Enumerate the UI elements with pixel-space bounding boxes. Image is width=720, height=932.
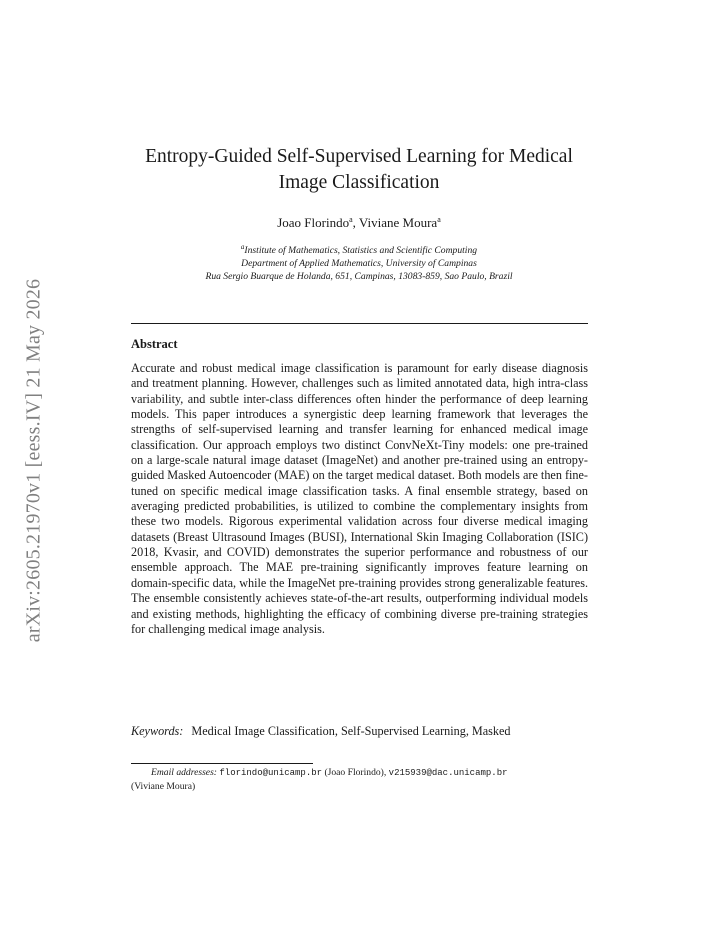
- keywords-text: Medical Image Classification, Self-Supervised Learning, Masked: [191, 724, 511, 738]
- author-name: Joao Florindo: [277, 215, 350, 230]
- affiliation-block: [100, 241, 618, 283]
- affiliation-line: $^a$Institute of Mathematics, Statistics and Scientific Computing: [240, 243, 478, 256]
- affiliation-mark: a: [240, 243, 245, 251]
- author-list: Joao Florindo$^a$, Viviane Moura$^a$: [277, 215, 441, 230]
- keywords-line: [131, 724, 591, 739]
- abstract-top-rule: [131, 323, 588, 324]
- email-link[interactable]: v215939@dac.unicamp.br: [388, 768, 508, 778]
- affiliation-line: Rua Sergio Buarque de Holanda, 651, Campinas, 13083-859, Sao Paulo, Brazil: [205, 271, 513, 282]
- author-affiliation-mark: a: [349, 215, 353, 224]
- email-label: Email addresses:: [151, 767, 217, 778]
- email-link[interactable]: florindo@unicamp.br: [219, 768, 323, 778]
- affiliation-line: Department of Applied Mathematics, University of Campinas: [241, 258, 477, 269]
- author-name: Viviane Moura: [358, 215, 438, 230]
- abstract-heading: Abstract: [131, 337, 178, 351]
- abstract-text: Accurate and robust medical image classification is paramount for early disease diagnosis and treatment planning. However, challenges such as limited annotated data, high intra-class variability, and subtle inter-class differences often hinder the performance of deep learning models. This paper introduces a synergistic deep learning framework that leverages the strengths of self-supervised learning and transfer learning for enhanced medical image classification. Our approach employs two distinct ConvNeXt-Tiny models: one pre-trained on a large-scale natural image dataset (ImageNet) and another pre-trained using an entropy-guided Masked Autoencoder (MAE) on the target medical dataset. Both models are then fine-tuned on specific medical image classification tasks. A final ensemble strategy, based on averaging predicted probabilities, is utilized to combine the complementary insights from these two models. Rigorous experimental validation across four diverse medical imaging datasets (Breast Ultrasound Images (BUSI), International Skin Imaging Collaboration (ISIC) 2018, Kvasir, and COVID) demonstrates the superior performance and robustness of our ensemble approach. The MAE pre-training significantly improves feature learning on domain-specific data, while the ImageNet pre-training provides strong generalizable features. The ensemble consistently achieves state-of-the-art results, outperforming individual models and existing methods, highlighting the efficacy of combining diverse pre-training strategies for challenging medical image analysis.: [131, 361, 588, 636]
- arxiv-identifier: arXiv:2605.21970v1 [eess.IV] 21 May 2026: [22, 278, 45, 642]
- email-owner: (Viviane Moura): [131, 781, 196, 792]
- footnote-email: [131, 766, 591, 793]
- email-owner: (Joao Florindo),: [324, 767, 387, 778]
- footnote-rule: [131, 763, 313, 764]
- author-affiliation-mark: a: [437, 215, 441, 224]
- paper-title: Entropy-Guided Self-Supervised Learning for Medical Image Classification: [145, 146, 573, 193]
- keywords-label: Keywords:: [131, 724, 184, 738]
- arxiv-side-stamp: [14, 250, 54, 670]
